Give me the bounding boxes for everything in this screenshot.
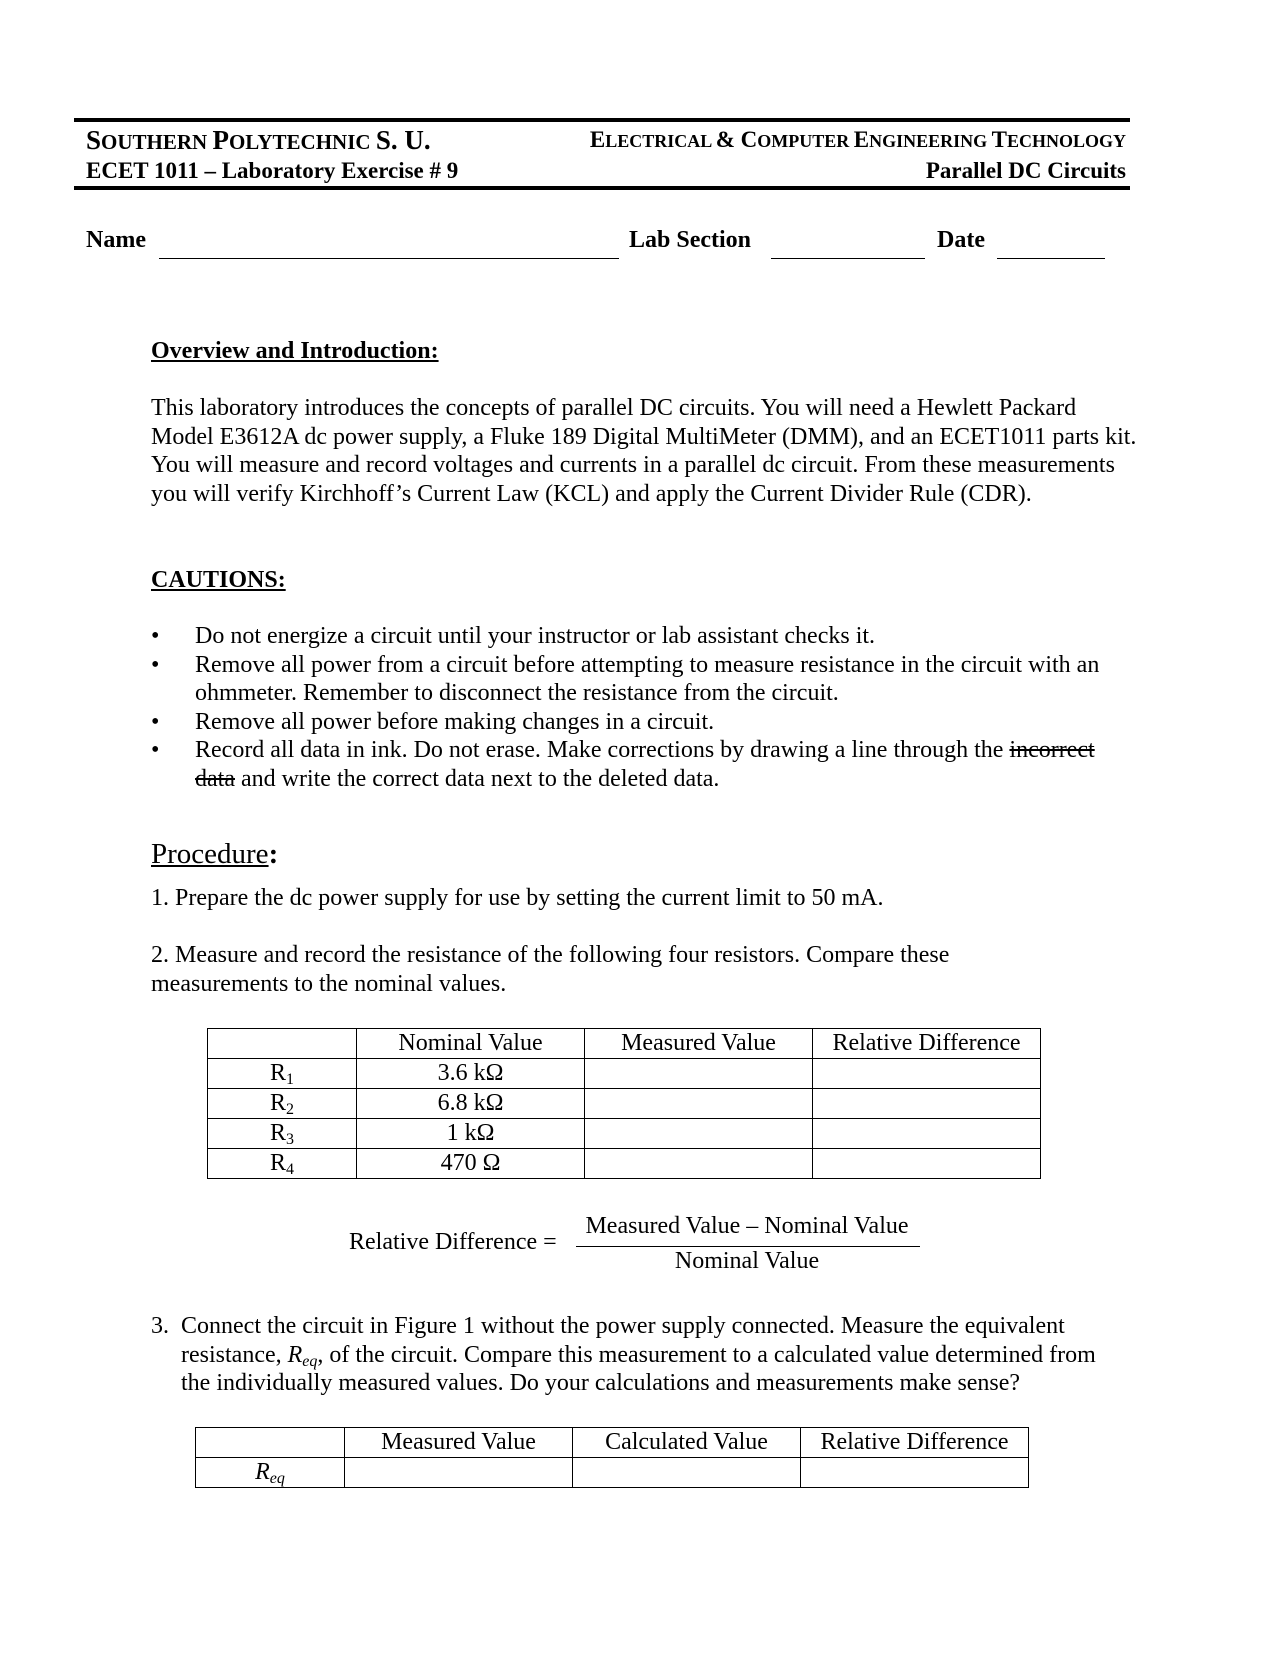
req-label: $R_{eq}$ (196, 1458, 345, 1488)
relative-difference-cell[interactable] (801, 1458, 1029, 1488)
lab-topic: Parallel DC Circuits (925, 158, 1126, 183)
header-top-rule (74, 118, 1130, 122)
lab-section-field[interactable] (771, 258, 925, 259)
relative-difference-cell[interactable] (813, 1089, 1041, 1119)
lab-section-label: Lab Section (629, 227, 752, 253)
nominal-value: 3.6 kΩ (357, 1059, 585, 1089)
table-row (208, 1059, 1041, 1089)
req-table (195, 1427, 1029, 1488)
list-item: • Record all data in ink. Do not erase. Make corrections by drawing a line through the incorrect data and write the correct data next to the deleted data. (151, 736, 1136, 793)
procedure-step-2: 2. Measure and record the resistance of the following four resistors. Compare these measurements to the nominal values. (151, 942, 950, 997)
struck-text: incorrect data (195, 737, 1095, 792)
formula-denominator: Nominal Value (674, 1248, 820, 1274)
table-header-cell: Measured Value (585, 1029, 813, 1059)
date-label: Date (937, 227, 985, 253)
resistor-label: $R_2$ (208, 1089, 357, 1119)
measured-value-cell[interactable] (345, 1458, 573, 1488)
list-item: • Do not energize a circuit until your instructor or lab assistant checks it. (151, 622, 1136, 651)
cautions-list (151, 622, 1136, 793)
date-field[interactable] (997, 258, 1105, 259)
measured-value-cell[interactable] (585, 1119, 813, 1149)
list-item: • Remove all power before making changes in a circuit. (151, 708, 1136, 737)
table-header-row (196, 1428, 1029, 1458)
table-row (208, 1149, 1041, 1179)
cautions-title: CAUTIONS: (151, 567, 286, 593)
relative-difference-cell[interactable] (813, 1059, 1041, 1089)
procedure-title: Procedure: (151, 838, 279, 870)
table-header-cell (208, 1029, 357, 1059)
table-header-row (208, 1029, 1041, 1059)
course-title: ECET 1011 – Laboratory Exercise # 9 (86, 158, 459, 183)
table-header-cell: Nominal Value (357, 1029, 585, 1059)
table-header-cell: Measured Value (345, 1428, 573, 1458)
relative-difference-cell[interactable] (813, 1119, 1041, 1149)
measured-value-cell[interactable] (585, 1089, 813, 1119)
fraction-bar (576, 1246, 920, 1247)
table-header-cell: Relative Difference (801, 1428, 1029, 1458)
institution-name: SOUTHERN POLYTECHNIC S. U. (86, 125, 431, 155)
resistor-label: $R_1$ (208, 1059, 357, 1089)
procedure-step-3: 3. Connect the circuit in Figure 1 without the power supply connected. Measure the equivalent resistance, $R_{eq}$, of the circuit. Compare this measurement to a calculated value determined from the individually measured values. Do your calculations and measurements make sense? (151, 1313, 1096, 1396)
resistor-label: $R_4$ (208, 1149, 357, 1179)
table-header-cell (196, 1428, 345, 1458)
table-row (196, 1458, 1029, 1488)
calculated-value-cell[interactable] (573, 1458, 801, 1488)
measured-value-cell[interactable] (585, 1059, 813, 1089)
table-row (208, 1089, 1041, 1119)
table-row (208, 1119, 1041, 1149)
header-bottom-rule (74, 186, 1130, 190)
resistor-label: $R_3$ (208, 1119, 357, 1149)
formula-label: Relative Difference = (349, 1229, 557, 1255)
overview-title: Overview and Introduction: (151, 338, 439, 364)
name-label: Name (86, 227, 146, 253)
relative-difference-cell[interactable] (813, 1149, 1041, 1179)
procedure-step-1: 1. Prepare the dc power supply for use by setting the current limit to 50 mA. (151, 885, 884, 911)
nominal-value: 470 Ω (357, 1149, 585, 1179)
measured-value-cell[interactable] (585, 1149, 813, 1179)
formula-numerator: Measured Value – Nominal Value (585, 1213, 909, 1239)
nominal-value: 6.8 kΩ (357, 1089, 585, 1119)
list-item: • Remove all power from a circuit before attempting to measure resistance in the circuit with an ohmmeter. Remember to disconnect the resistance from the circuit. (151, 651, 1136, 708)
overview-text: This laboratory introduces the concepts of parallel DC circuits. You will need a Hewlett Packard Model E3612A dc power supply, a Fluke 189 Digital MultiMeter (DMM), and an ECET1011 parts kit. You will measure and record voltages and currents in a parallel dc circuit. From these measurements you will verify Kirchhoff’s Current Law (KCL) and apply the Current Divider Rule (CDR). (151, 395, 1137, 507)
name-field[interactable] (159, 258, 619, 259)
department-name: ELECTRICAL & COMPUTER ENGINEERING TECHNOLOGY (589, 127, 1126, 152)
resistor-table (207, 1028, 1041, 1179)
table-header-cell: Relative Difference (813, 1029, 1041, 1059)
table-header-cell: Calculated Value (573, 1428, 801, 1458)
nominal-value: 1 kΩ (357, 1119, 585, 1149)
